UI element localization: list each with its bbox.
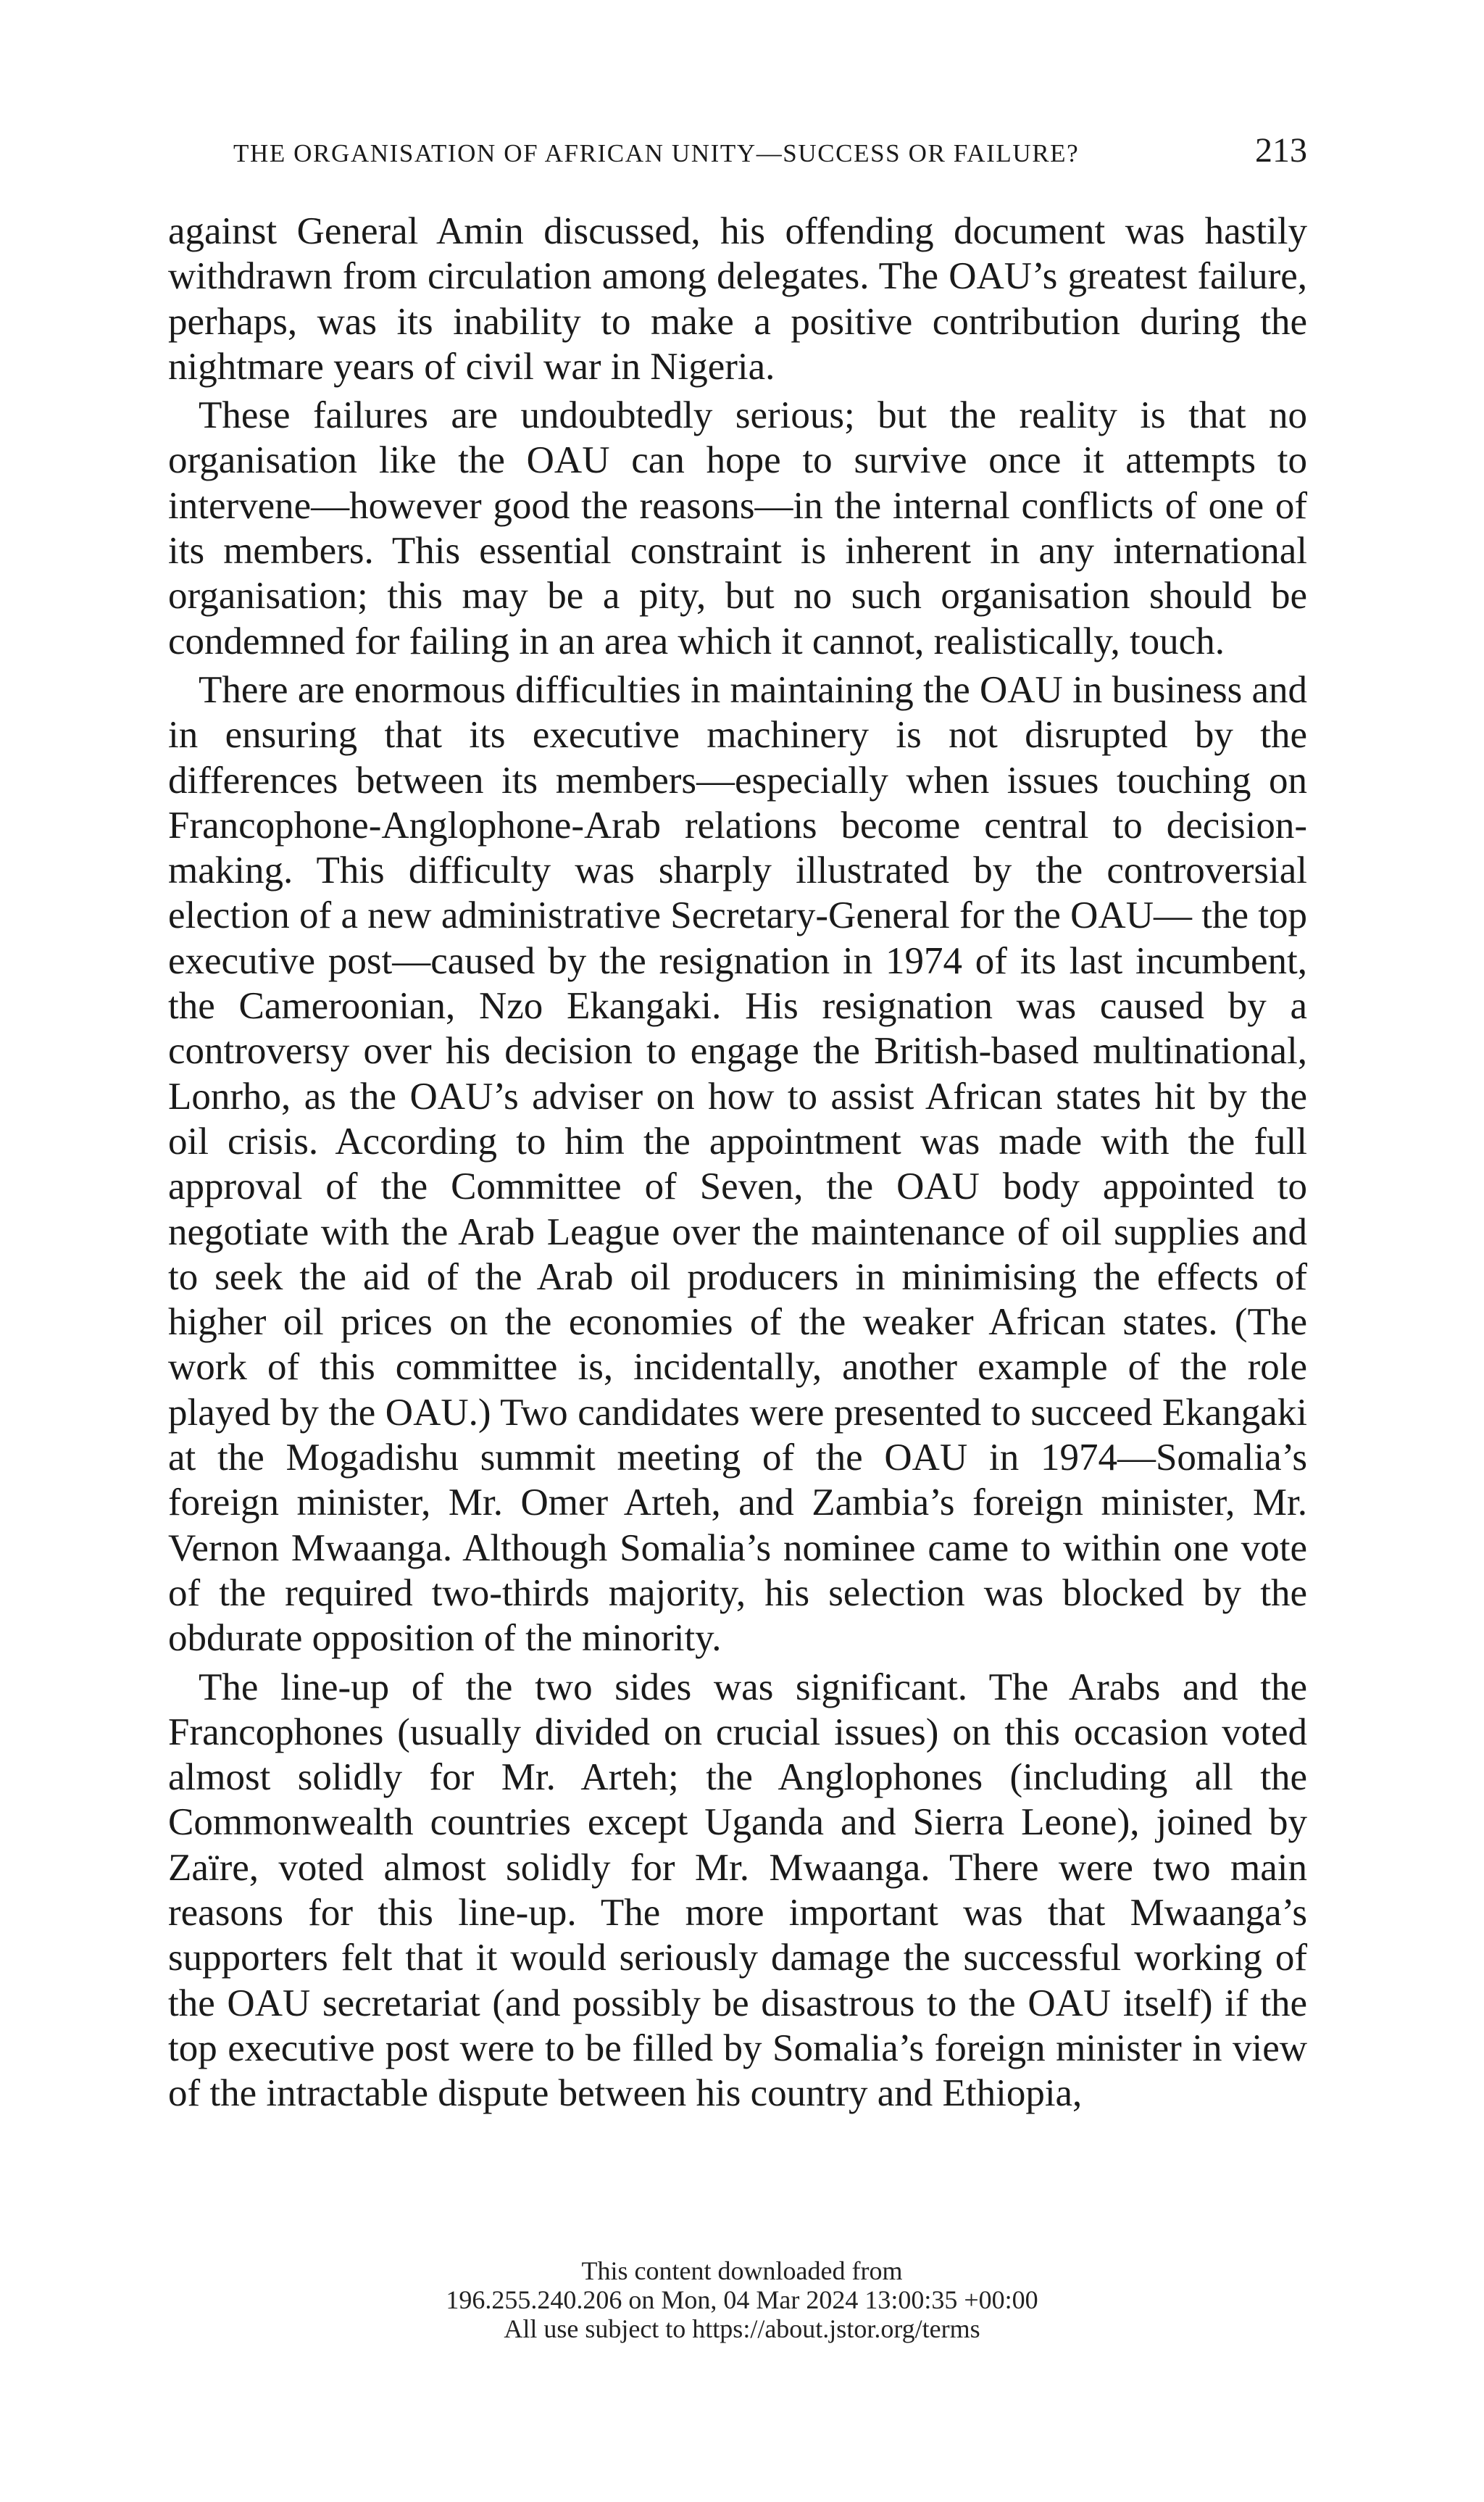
running-title: THE ORGANISATION OF AFRICAN UNITY—SUCCESS OR FAILURE? (233, 139, 1080, 167)
terms-link[interactable]: All use subject to https://about.jstor.org/terms (504, 2314, 980, 2343)
page (168, 130, 1307, 2119)
page-number: 213 (1255, 131, 1307, 170)
running-header (233, 130, 1307, 177)
download-notice-line-1: This content downloaded from (581, 2256, 903, 2285)
paragraph-difficulties: There are enormous difficulties in maintaining the OAU in business and in ensuring that its executive machinery is not disrupted by the differences between its members—especially when issues touching on Francophone-Anglophone-Arab relations become central to decision-making. This difficulty was sharply illustrated by the controversial election of a new administrative Secretary-General for the OAU— the top executive post—caused by the resignation in 1974 of its last incumbent, the Cameroonian, Nzo Ekangaki. His resignation was caused by a controversy over his decision to engage the British-based multinational, Lonrho, as the OAU’s adviser on how to assist African states hit by the oil crisis. According to him the appointment was made with the full approval of the Committee of Seven, the OAU body appointed to negotiate with the Arab League over the maintenance of oil supplies and to seek the aid of the Arab oil producers in minimising the effects of higher oil prices on the economies of the weaker African states. (The work of this committee is, incidentally, another example of the role played by the OAU.) Two candidates were presented to succeed Ekangaki at the Mogadishu summit meeting of the OAU in 1974—Somalia’s foreign minister, Mr. Omer Arteh, and Zambia’s foreign minister, Mr. Vernon Mwaanga. Although Somalia’s nominee came to within one vote of the required two-thirds majority, his selection was blocked by the obdurate opposition of the minority. (168, 668, 1307, 1660)
paragraph-failures: These failures are undoubtedly serious; but the reality is that no organisation like the OAU can hope to survive once it attempts to intervene—however good the reasons—in the internal conflicts of one of its members. This essential constraint is inherent in any international organisation; this may be a pity, but no such organisation should be condemned for failing in an area which it cannot, realistically, touch. (168, 394, 1307, 662)
paragraph-continued: against General Amin discussed, his offending document was hastily withdrawn from circulation among delegates. The OAU’s greatest failure, perhaps, was its inability to make a positive contribution during the nightmare years of civil war in Nigeria. (168, 210, 1307, 388)
download-notice (0, 2256, 1484, 2343)
paragraph-line-up: The line-up of the two sides was significant. The Arabs and the Francophones (usually divided on crucial issues) on this occasion voted almost solidly for Mr. Arteh; the Anglophones (including all the Commonwealth countries except Uganda and Sierra Leone), joined by Zaïre, voted almost solidly for Mr. Mwaanga. There were two main reasons for this line-up. The more important was that Mwaanga’s supporters felt that it would seriously damage the successful working of the OAU secretariat (and possibly be disastrous to the OAU itself) if the top executive post were to be filled by Somalia’s foreign minister in view of the intractable dispute between his country and Ethiopia, (168, 1666, 1307, 2115)
body-text (168, 209, 1307, 2116)
download-notice-line-2: 196.255.240.206 on Mon, 04 Mar 2024 13:00:35 +00:00 (446, 2285, 1038, 2314)
